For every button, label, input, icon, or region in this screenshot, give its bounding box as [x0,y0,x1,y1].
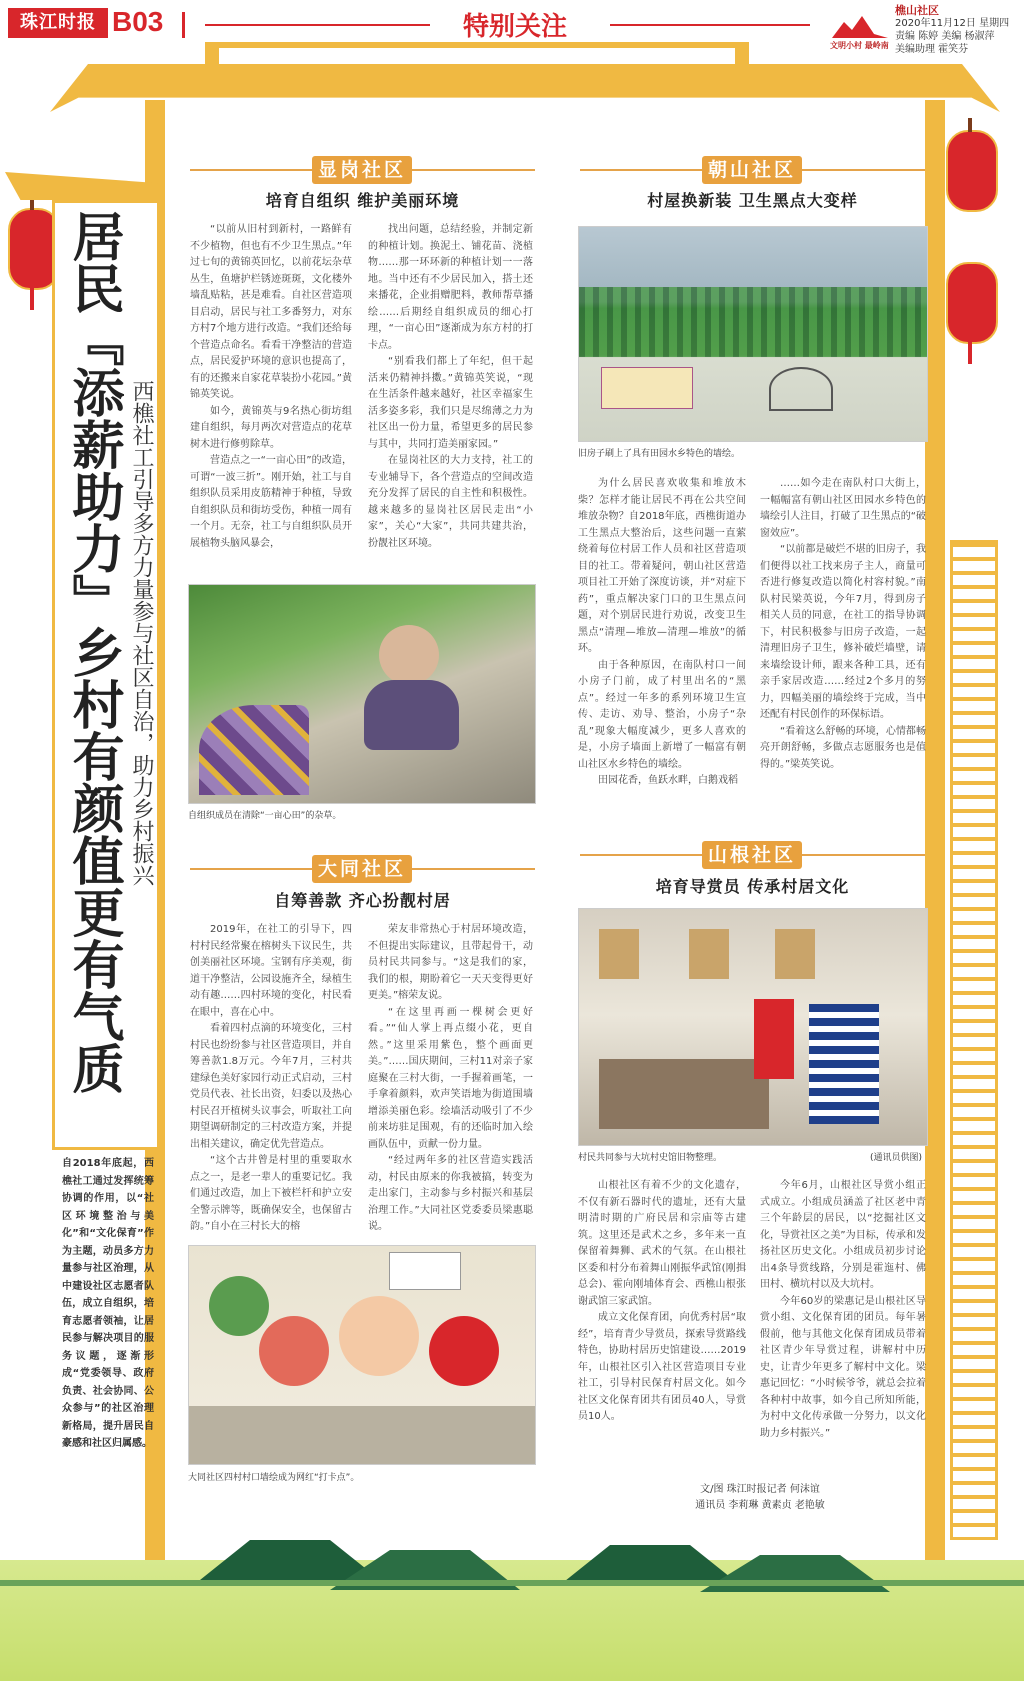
section-badge: 朝山社区 [702,156,802,184]
paragraph: 成立文化保育团，向优秀村居“取经”，培育青少导赏员，探索导赏路线特色，协助村居历史馆建设……2019年，山根社区引入社区营造项目专业社工，引导村民保育村居文化。如今社区文化保育团共有团员40人，导赏员10人。 [578,1312,746,1422]
section-title: 村屋换新装 卫生黑点大变样 [647,191,858,210]
column-name: 樵山社区 [895,4,939,17]
article-column [190,222,352,572]
paragraph: 山根社区有着不少的文化遗存，不仅有新石器时代的遗址，还有大量明清时期的广府民居和宗庙等古建筑。这里还是武术之乡，多年来一直保留着舞狮、武术的气氛。在山根社区委和村分布着舞山刚振华武馆(刚揖总会)、霍向刚埔体育会、西樵山根张谢武馆三家武馆。 [578,1180,746,1307]
photo-weeding [188,584,536,804]
brand-text: 文明小村 最岭南 [830,41,889,50]
article-column [760,1178,926,1440]
paragraph: 营造点之一“一亩心田”的改造，可谓“一波三折”。刚开始，社工与自组织队员采用皮筋精神于种植，导致自组织队员和街坊受伤，种植一周有一个月。无奈，社工与自组织队员开展植物头脑风暴会， [190,455,352,549]
paragraph: “看着这么舒畅的环境，心情都畅亮开朗舒畅，多做点志愿服务也是值得的。”梁英笑说。 [760,725,926,770]
paragraph: 如今，黄锦英与9名热心街坊组建自组织，每月两次对营造点的花草树木进行修剪除草。 [190,405,352,450]
paragraph: 田园花香，鱼跃水畔，白鹅戏稻 [598,775,738,786]
paragraph: 看着四村点滴的环境变化，三村村民也纷纷参与社区营造项目，并自筹善款1.8万元。今年7月，三村共建绿色美好家园行动正式启动，三村党员代表、社长出资，妇委以及热心村民召开植树头议事会，听取社工向期望调研制定的三村改造方案，并提出相关建议，确定优先营造点。 [190,1023,352,1150]
date-line: 2020年11月12日 星期四 [895,18,1010,29]
brand-logo [830,12,890,50]
article-column [368,922,533,1232]
photo-history-room [578,908,928,1146]
section-badge: 显岗社区 [312,156,412,184]
pattern-border [950,540,998,1540]
banner-top [5,172,160,200]
divider [182,12,185,38]
rule-left [205,24,430,26]
paragraph: ……如今走在南队村口大街上，一幅幅富有朝山社区田园水乡特色的墙绘引人注目，打破了卫生黑点的“破窗效应”。 [760,478,926,539]
byline-reporter: 文/图 珠江时报记者 何沫谊 [700,1484,820,1495]
article-column [190,922,352,1232]
paragraph: “在这里再画一棵树会更好看。”“仙人掌上再点缀小花，更自然。”这里采用紫色，整个画面更美。”……国庆期间，三村11对亲子家庭聚在三村大街，一手握着画笔，一手拿着颜料，欢声笑语地为街道围墙增添美丽色彩。绘墙活动吸引了不少前来坊驻足围观，有的还临时加入绘画队伍中，贡献一份力量。 [368,1006,533,1150]
article-column [578,1178,746,1440]
paragraph: “经过两年多的社区营造实践活动，村民由原来的你我被搞，转变为走出家门，主动参与乡村振兴和基层治理工作。”大同社区党委委员梁惠聪说。 [368,1155,533,1232]
paragraph: 为什么居民喜欢收集和堆放木柴？怎样才能让居民不再在公共空间堆放杂物？自2018年底，西樵街道办工生黑点大整治后，这些问题一直萦绕着每位村居工作人员和社区营造项目的社工。带着疑问，朝山社区营造项目社工开始了深度访谈，并“对症下药”，重点解决家门口的卫生黑点问题，对个别居民进行劝说，改变卫生黑点“清理—堆放—清理—堆放”的循环。 [578,478,746,654]
gate-post-2 [735,42,749,82]
editors: 责编 陈婷 美编 杨淑萍 [895,31,995,42]
section-title: 培育自组织 维护美丽环境 [265,191,460,210]
section-badge: 山根社区 [702,841,802,869]
article-column [578,476,746,791]
paragraph: 在显岗社区的大力支持，社工的专业辅导下，各个营造点的空间改造充分发挥了居民的自主性和积极性。越来越多的显岗社区居民走出“小家”，关心“大家”，共同共建共治，扮靓社区环境。 [368,455,533,549]
photo-caption: 自组织成员在清除“一亩心田”的杂草。 [188,811,342,821]
photo-caption: 旧房子刷上了具有田园水乡特色的墙绘。 [578,449,741,459]
headline-main: 居民『添薪助力』乡村有颜值更有气质 [63,210,123,1094]
page-number: B03 [112,6,164,37]
section-title: 自筹善款 齐心扮靓村居 [274,891,451,910]
gate-post-1 [205,42,219,82]
paragraph: 由于各种原因，在南队村口一间小房子门前，成了村里出名的“黑点”。经过一年多的系列环境卫生宣传、走访、劝导、整治，小房子“杂乱”现象大幅度减少，更多人喜欢的是，小房子墙面上新增了一幅富有朝山社区水乡特色的墙绘。 [578,659,746,770]
lantern-icon [946,262,998,344]
paragraph: 今年60岁的梁惠记是山根社区导赏小组、文化保育团的团员。每年暑假前，他与其他文化保育团成员带着社区青少年导赏过程，讲解村中历史，让青少年更多了解村中文化。梁惠记回忆：“小时候爷爷，就总会拉着各种村中故事，如今自己所知所能，为村中文化传承做一分努力，以文化助力乡村振兴。” [760,1295,926,1439]
photo-mural-house [578,226,928,442]
paragraph: “这个古井曾是村里的重要取水点之一，是老一辈人的重要记忆。我们通过改造，加上下被栏杆和护立安全警示牌等，既确保安全，也保留古韵。”自小在三村长大的榕 [190,1155,352,1232]
paragraph: “以前都是破烂不堪的旧房子，我们便得以社工找来房子主人，商量可否进行修复改造以简化村容村貌。”南队村民梁英说，今年7月，得到房子相关人员的同意，在社工的指导协调下，村民积极参与旧房子改造，一起清理旧房子卫生，修补破烂墙壁，请来墙绘设计师，跟来各种工具，还有亲手家居改造……经过2个多月的努力，四幅美丽的墙绘终于完成，当中还配有村民创作的环保标语。 [760,544,926,720]
lantern-icon [946,130,998,212]
gate-top-beam [205,42,749,48]
headline-sub: 西樵社工引导多方力量参与社区自治，助力乡村振兴 [129,380,154,886]
newspaper-logo: 珠江时报 [8,8,108,38]
paragraph: “别看我们都上了年纪，但干起活来仍精神抖擞。”黄锦英笑说，“现在生活条件越来越好，社区幸福家生活多姿多彩，我们只是尽绵薄之力为社区出一份力量，希望更多的居民参与其中，共同打造美丽家园。” [368,356,533,450]
photo-credit: (通讯员供图) [870,1153,923,1163]
designer: 美编助理 霍笑芬 [895,44,969,55]
byline-correspondents: 通讯员 李莉琳 黄素贞 老艳敏 [695,1500,825,1511]
paragraph: 荣友非常热心于村居环境改造，不但提出实际建议，且带起骨干，动员村民共同参与。“这是我们的家，我们的根，期盼着它一天天变得更好更美。”榕荣友说。 [368,924,533,1001]
paragraph: 今年6月，山根社区导赏小组正式成立。小组成员涵盖了社区老中青三个年龄层的居民，以“挖掘社区文化，导赏社区之美”为目标，传承和发扬社区历史文化。小组成员初步讨论出4条导赏线路，分别是霍迤村、佛田村、横坑村以及大坑村。 [760,1180,926,1290]
section-title: 特别关注 [462,12,567,42]
rule-right [610,24,810,26]
photo-wall-mural [188,1245,536,1465]
gate-pillar-right [925,100,945,1600]
photo-caption: 大同社区四村村口墙绘成为网红“打卡点”。 [188,1473,360,1483]
section-title: 培育导赏员 传承村居文化 [655,877,850,896]
brand-icon [830,12,890,42]
lead-paragraph: 自2018年底起，西樵社工通过发挥统筹协调的作用，以“社区环境整治与美化”和“文化保育”作为主题，动员多方力量参与社区治理，从中建设社区志愿者队伍，成立自组织，培育志愿者领袖，让居民参与解决项目的服务议题，逐渐形成“党委领导、政府负责、社会协同、公众参与”的社区治理新格局，提升居民自豪感和社区归属感。 [62,1158,154,1449]
article-column [760,476,926,791]
date-block [895,4,1009,56]
photo-caption: 村民共同参与大坑村史馆旧物整理。 [578,1153,723,1163]
section-badge: 大同社区 [312,855,412,883]
village-roofs-icon [0,1500,1024,1620]
article-column [368,222,533,572]
paragraph: “以前从旧村到新村，一路鲜有不少植物，但也有不少卫生黑点。”年过七旬的黄锦英回忆，以前花坛杂草丛生，鱼塘护栏锈迹斑斑，文化楼外墙乱贴粘，甚是难看。自社区营造项目启动，居民与社工多番努力，对东方村7个地方进行改造。“我们还给每个营造点命名。看看干净整洁的营造点，居民爱护环境的意识也提高了，有的还搬来自家花草装扮小花园。”黄锦英笑说。 [190,224,352,400]
paragraph: 2019年，在社工的引导下，四村村民经常聚在榕树头下议民生，共创美丽社区环境。宝钢有序美观，街道干净整洁，公园设施齐全，绿植生动有趣……四村环境的变化，村民看在眼中，喜在心中。 [190,924,352,1018]
gate-roof [50,64,1000,112]
paragraph: 找出问题，总结经验，并制定新的种植计划。换泥土、铺花苗、浇植物……那一环环新的种植计划一一落地。当中还有不少居民加入，搭土还来播花，企业捐赠肥料，教师帮草播绘……后期经自组织成员的细心打理，“一亩心田”逐渐成为东方村的打卡点。 [368,224,533,351]
